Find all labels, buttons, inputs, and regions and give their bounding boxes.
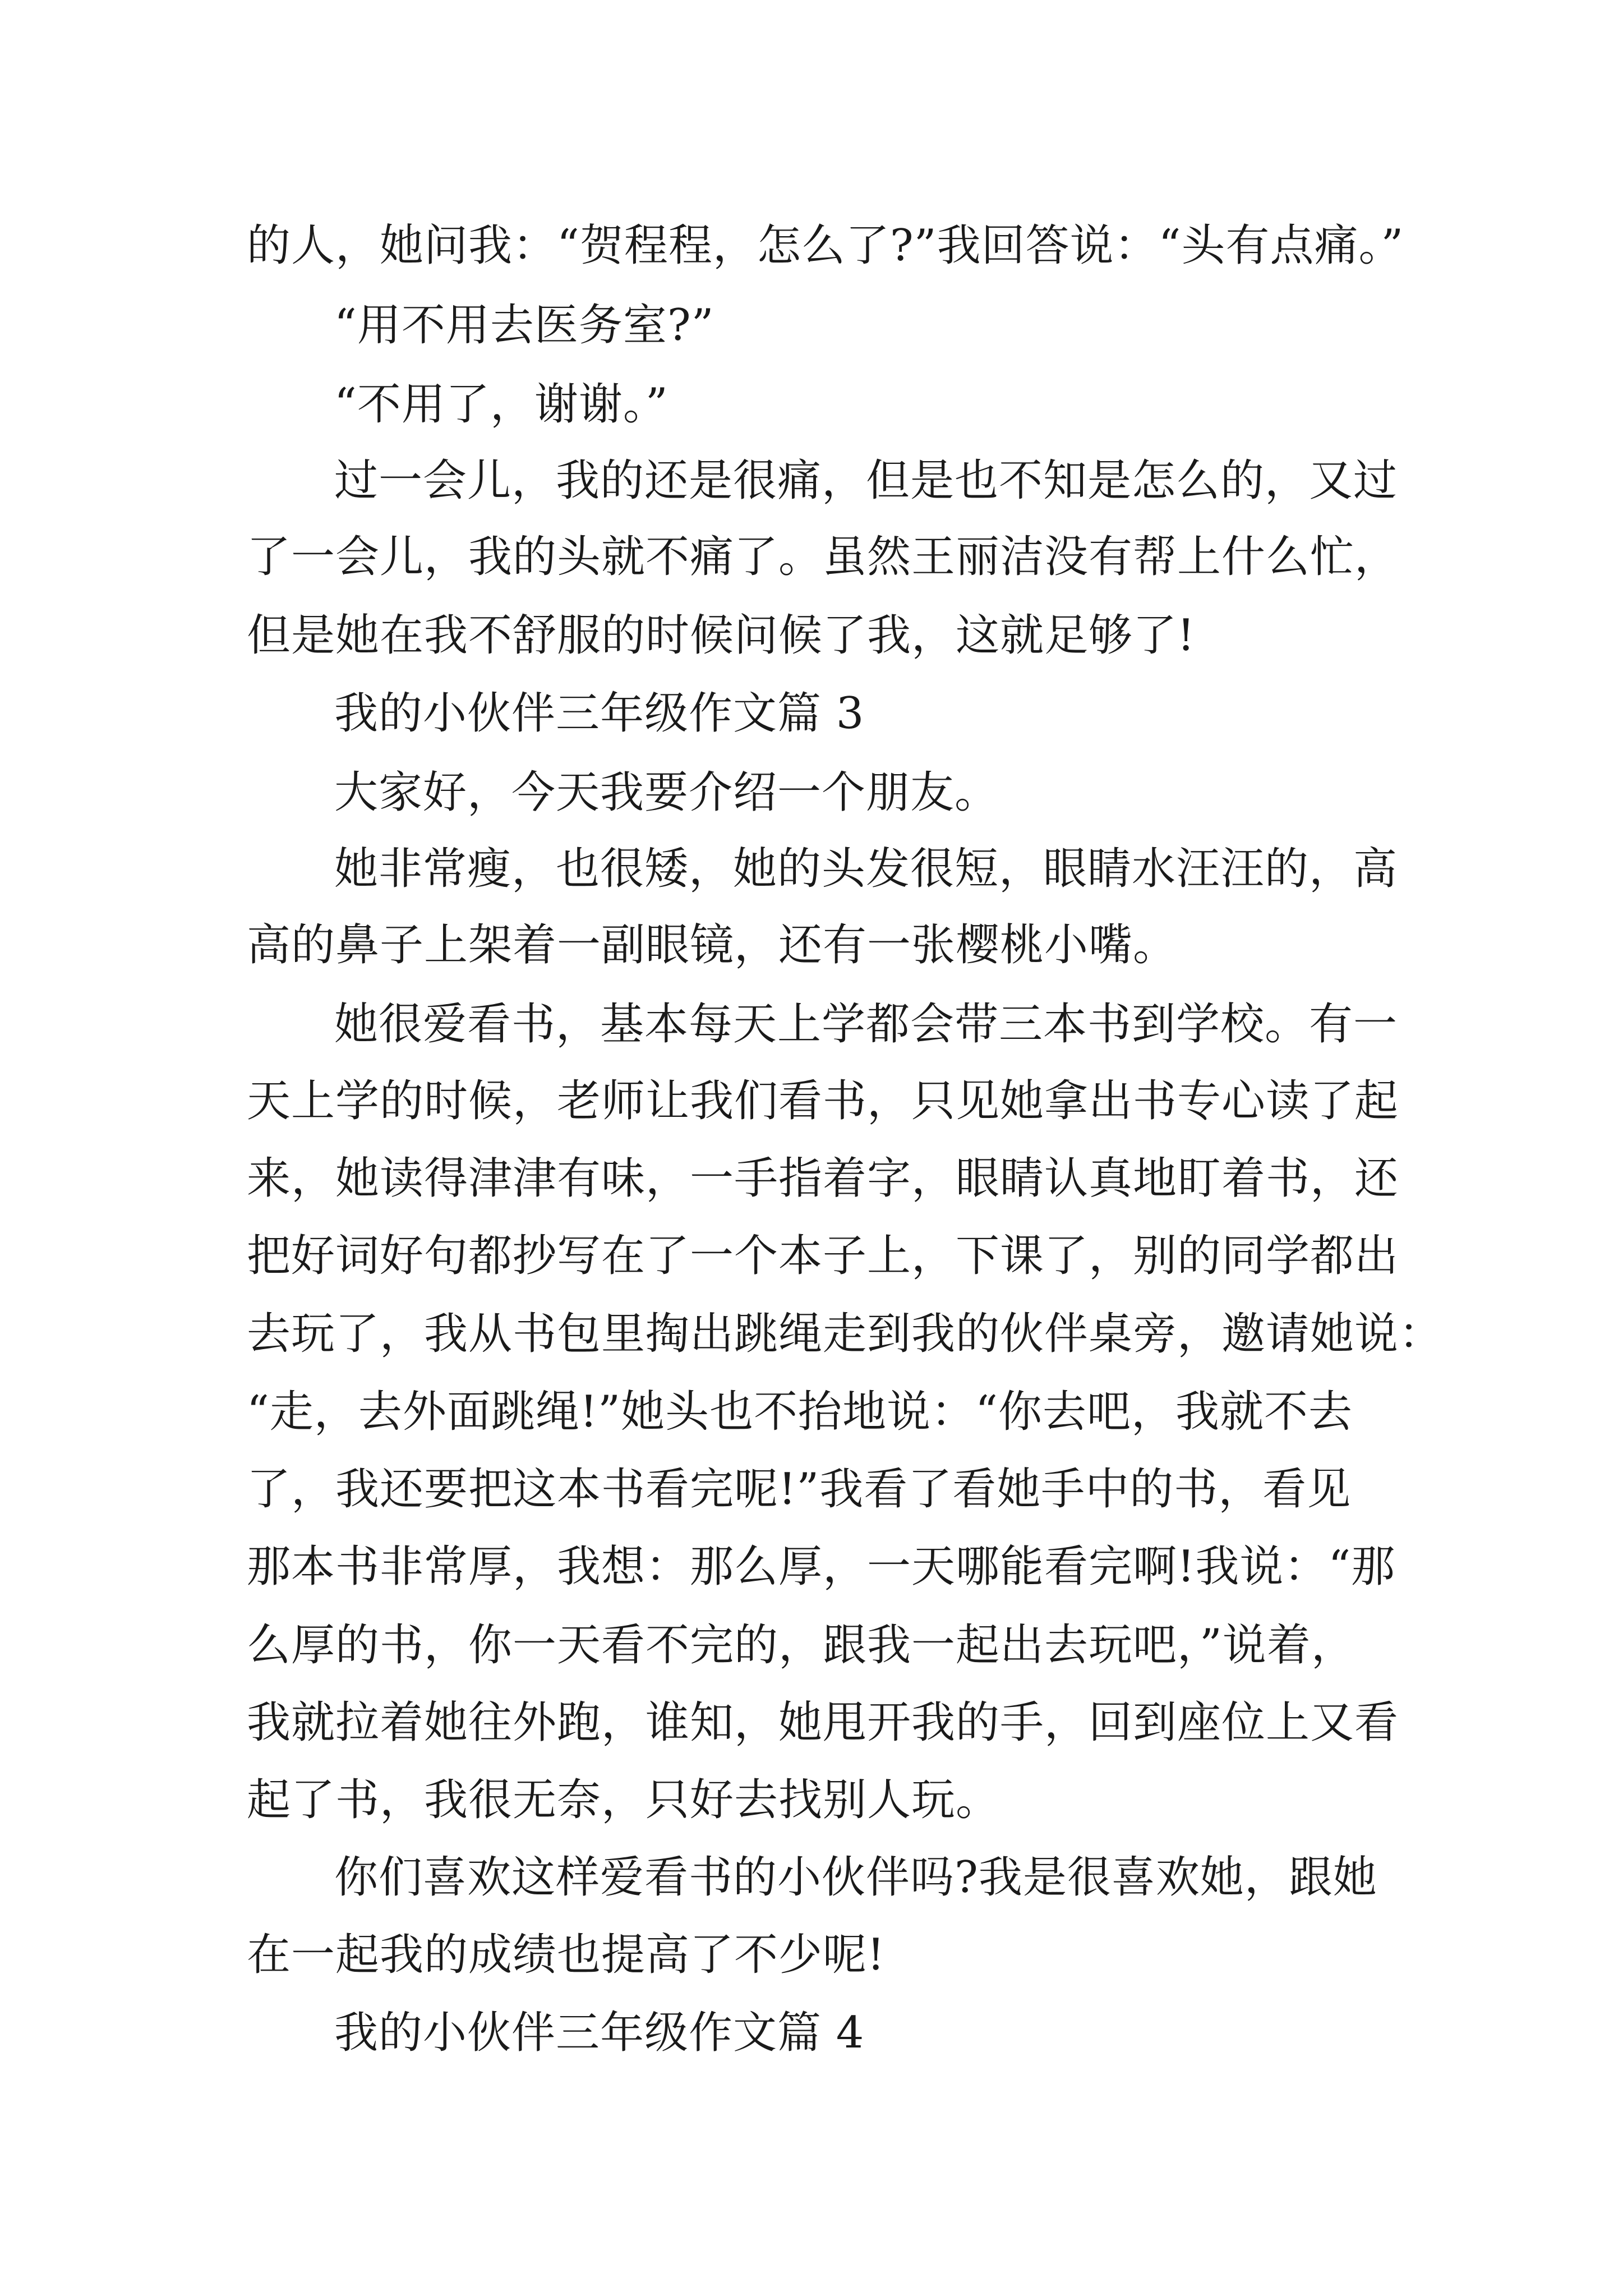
text-line: “不用了，谢谢。” [334,379,668,430]
text-line: 的人，她问我：“贺程程，怎么了?”我回答说：“头有点痛。” [247,220,1404,271]
section-heading: 我的小伙伴三年级作文篇 3 [334,688,865,739]
text-line: 来，她读得津津有味，一手指着字，眼睛认真地盯着书，还 [247,1153,1399,1204]
text-line: 她很爱看书，基本每天上学都会带三本书到学校。有一 [334,999,1398,1050]
text-line: 我就拉着她往外跑，谁知，她甩开我的手，回到座位上又看 [247,1697,1399,1748]
text-line: “用不用去医务室?” [334,300,714,351]
text-line: 她非常瘦，也很矮，她的头发很短，眼睛水汪汪的，高 [334,844,1398,894]
text-line: 高的鼻子上架着一副眼镜，还有一张樱桃小嘴。 [247,920,1178,970]
text-line: 了，我还要把这本书看完呢!”我看了看她手中的书，看见 [247,1464,1352,1515]
text-line: 起了书，我很无奈，只好去找别人玩。 [247,1775,1000,1825]
text-line: 过一会儿，我的还是很痛，但是也不知是怎么的，又过 [334,455,1398,506]
text-line: 去玩了，我从书包里掏出跳绳走到我的伙伴桌旁，邀请她说： [247,1309,1444,1359]
text-line: 了一会儿，我的头就不痛了。虽然王丽洁没有帮上什么忙， [247,532,1399,582]
text-line: 但是她在我不舒服的时候问候了我，这就足够了! [247,610,1196,661]
text-line: 么厚的书，你一天看不完的，跟我一起出去玩吧，”说着， [247,1620,1355,1671]
text-line: 你们喜欢这样爱看书的小伙伴吗?我是很喜欢她，跟她 [334,1852,1377,1903]
text-line: 把好词好句都抄写在了一个本子上，下课了，别的同学都出 [247,1231,1399,1281]
text-line: “走，去外面跳绳!”她头也不抬地说：“你去吧，我就不去 [247,1387,1353,1437]
text-line: 在一起我的成绩也提高了不少呢! [247,1930,886,1980]
text-line: 天上学的时候，老师让我们看书，只见她拿出书专心读了起 [247,1076,1399,1126]
text-line: 大家好，今天我要介绍一个朋友。 [334,767,999,818]
text-line: 那本书非常厚，我想：那么厚，一天哪能看完啊!我说：“那 [247,1542,1396,1592]
section-heading: 我的小伙伴三年级作文篇 4 [334,2008,865,2058]
